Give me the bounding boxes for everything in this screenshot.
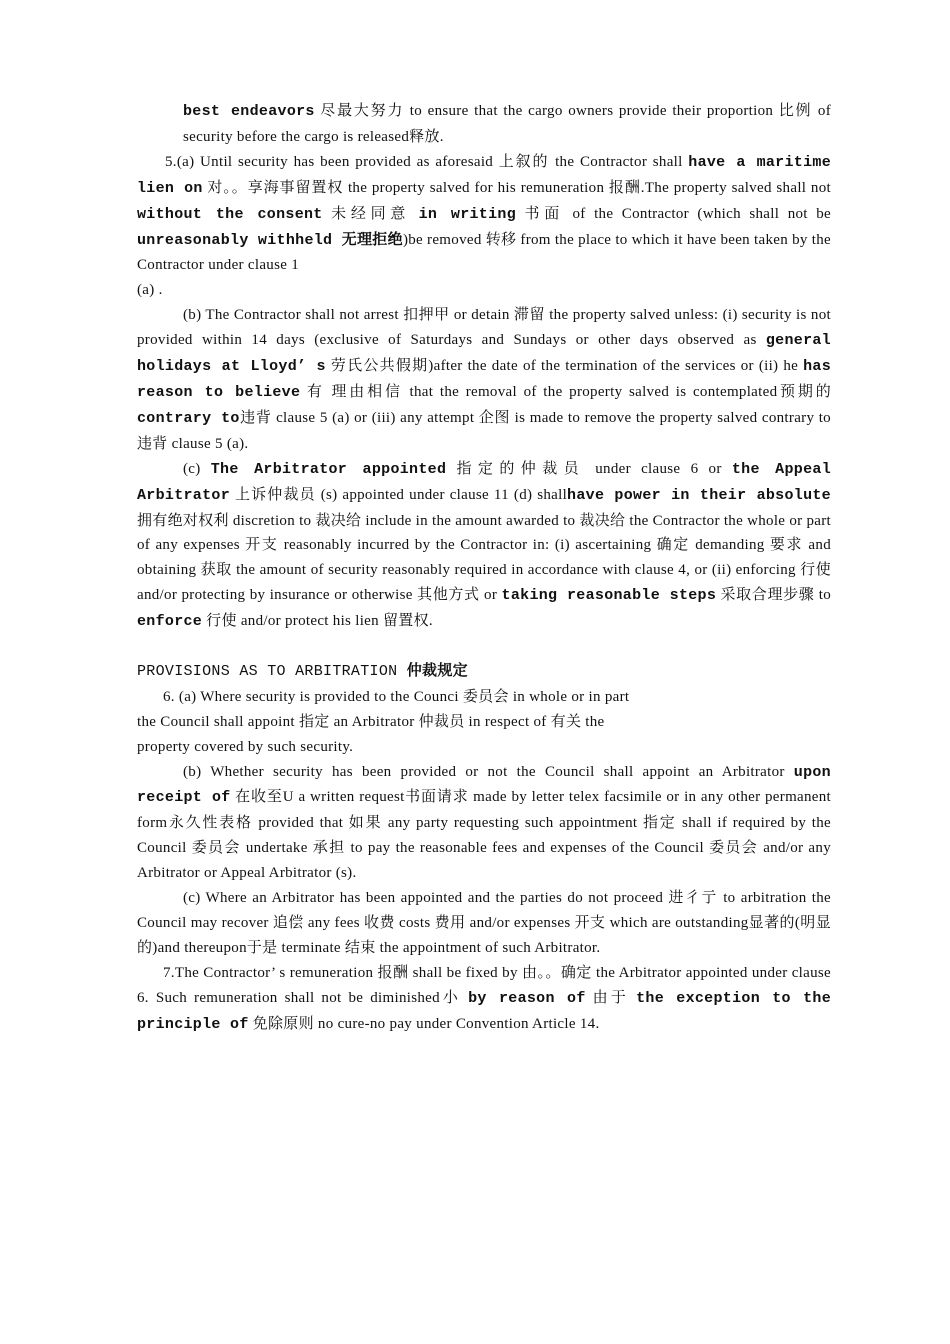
text-run: 7.The Contractor’ s remuneration 报酬 shall be fixed by 由。。确定 the Arbitrator appointed under clause 6. Such remuneration shall not be diminished小 xyxy=(137,964,831,1006)
text-run: (c) xyxy=(183,460,211,477)
blank-line xyxy=(137,635,831,660)
text-run: 在收至U a written request书面请求 made by letter telex facsimile or in any other permanent form永久性表格 provided that 如果 any party requesting such appointment 指定 shall if required by the Council 委员会 undertake 承担 to pay the reasonable fees and expenses of the Council 委员会 and/or any Arbitrator or Appeal Arbitrator (s). xyxy=(137,789,832,882)
text-run: 拥有绝对权利 discretion to 裁决给 include in the amount awarded to 裁决给 the Contractor the whole or part of any expenses 开支 reasonably incurred by the Contractor in: (i) ascertaining 确定 demanding 要求 and obtaining 获取 the amount of security reasonably required in accordance with clause 4, or (ii) enforcing 行使 and/or protecting by insurance or otherwise 其他方式 or xyxy=(137,512,831,604)
paragraph-6c xyxy=(137,886,831,961)
text-run: 书面 of the Contractor (which shall not be xyxy=(516,205,832,222)
text-run: )be removed 转移 from the place to which it have been taken by the Contractor under clause 1 xyxy=(137,231,831,274)
heading-bold: 仲裁规定 xyxy=(406,662,468,680)
paragraph-5a-tail: (a) . xyxy=(137,282,163,299)
text-run: (b) The Contractor shall not arrest 扣押甲 or detain 滞留 the property salved unless: (i) security is not provided within 14 days (exclusive of Saturdays and Sundays or other days observed as xyxy=(137,307,831,349)
bold-term: enforce xyxy=(137,613,203,631)
paragraph-best-endeavors xyxy=(137,99,831,150)
bold-term: general holidays at Lloyd’ s xyxy=(137,332,831,376)
bold-term: The Arbitrator appointed xyxy=(210,460,447,478)
text-run: 有 理由相信 that the removal of the property salved is contemplated预期的 xyxy=(300,383,831,400)
bold-term: contrary to xyxy=(137,409,240,427)
heading-text: PROVISIONS AS TO ARBITRATION xyxy=(137,662,407,680)
text-run: 劳氏公共假期)after the date of the termination of the services or (ii) he xyxy=(325,358,804,375)
text-run: 免除原则 no cure-no pay under Convention Article 14. xyxy=(248,1015,600,1032)
bold-term: has reason to believe xyxy=(137,358,831,401)
bold-term: taking reasonable steps xyxy=(501,587,717,605)
bold-term: best endeavors xyxy=(183,103,315,120)
paragraph-7 xyxy=(137,961,831,1038)
text-run: 行使 and/or protect his lien 留置权. xyxy=(202,613,433,630)
paragraph-5b xyxy=(137,303,831,456)
bold-term: by reason of xyxy=(468,989,586,1007)
bold-term: upon receipt of xyxy=(137,763,831,807)
text-run: 指定的仲裁员 under clause 6 or xyxy=(446,460,732,477)
text-run: 上诉仲裁员 (s) appointed under clause 11 (d) shall xyxy=(230,486,568,503)
text-run: 5.(a) Until security has been provided as aforesaid 上叙的 the Contractor shall xyxy=(165,153,689,170)
bold-term: in writing xyxy=(418,205,517,223)
bold-term: have a maritime lien on xyxy=(137,153,831,197)
paragraph-5a xyxy=(137,150,831,279)
bold-term: the Appeal Arbitrator xyxy=(137,460,831,504)
text-run: 采取合理步骤 to xyxy=(716,587,832,604)
bold-term: have power in their absolute xyxy=(567,486,831,504)
paragraph-6a-line3: property covered by such security. xyxy=(137,738,354,755)
paragraph-5c xyxy=(137,457,831,635)
bold-term: the exception to the principle of xyxy=(137,989,831,1033)
paragraph-6b xyxy=(137,760,831,887)
section-heading xyxy=(137,660,831,685)
text-run: 对。。享海事留置权 the property salved for his remuneration 报酬.The property salved shall not xyxy=(202,179,831,196)
bold-term: without the consent xyxy=(137,205,323,223)
text-run: 违背 clause 5 (a) or (iii) any attempt 企图 is made to remove the property salved contrary to 违背 clause 5 (a). xyxy=(137,409,831,452)
text-run: 尽最大努力 to ensure that the cargo owners provide their proportion 比例 of security before the cargo is released释放. xyxy=(183,103,831,145)
paragraph-6a-line2: the Council shall appoint 指定 an Arbitrator 仲裁员 in respect of 有关 the xyxy=(137,713,605,730)
text-run: (c) Where an Arbitrator has been appointed and the parties do not proceed 进彳亍 to arbitration the Council may recover 追偿 any fees 收费 costs 费用 and/or expenses 开支 which are outstanding显著的(明显的)and thereupon于是 terminate 结束 the appointment of such Arbitrator. xyxy=(137,890,831,956)
document-page xyxy=(137,99,831,1038)
text-run: (b) Whether security has been provided or not the Council shall appoint an Arbitrator xyxy=(183,763,794,780)
paragraph-6a-line1: 6. (a) Where security is provided to the Counci 委员会 in whole or in part xyxy=(163,688,630,705)
bold-term: unreasonably withheld 无理拒绝 xyxy=(137,231,403,249)
text-run: 未经同意 xyxy=(322,205,419,222)
text-run: 由于 xyxy=(585,989,637,1006)
